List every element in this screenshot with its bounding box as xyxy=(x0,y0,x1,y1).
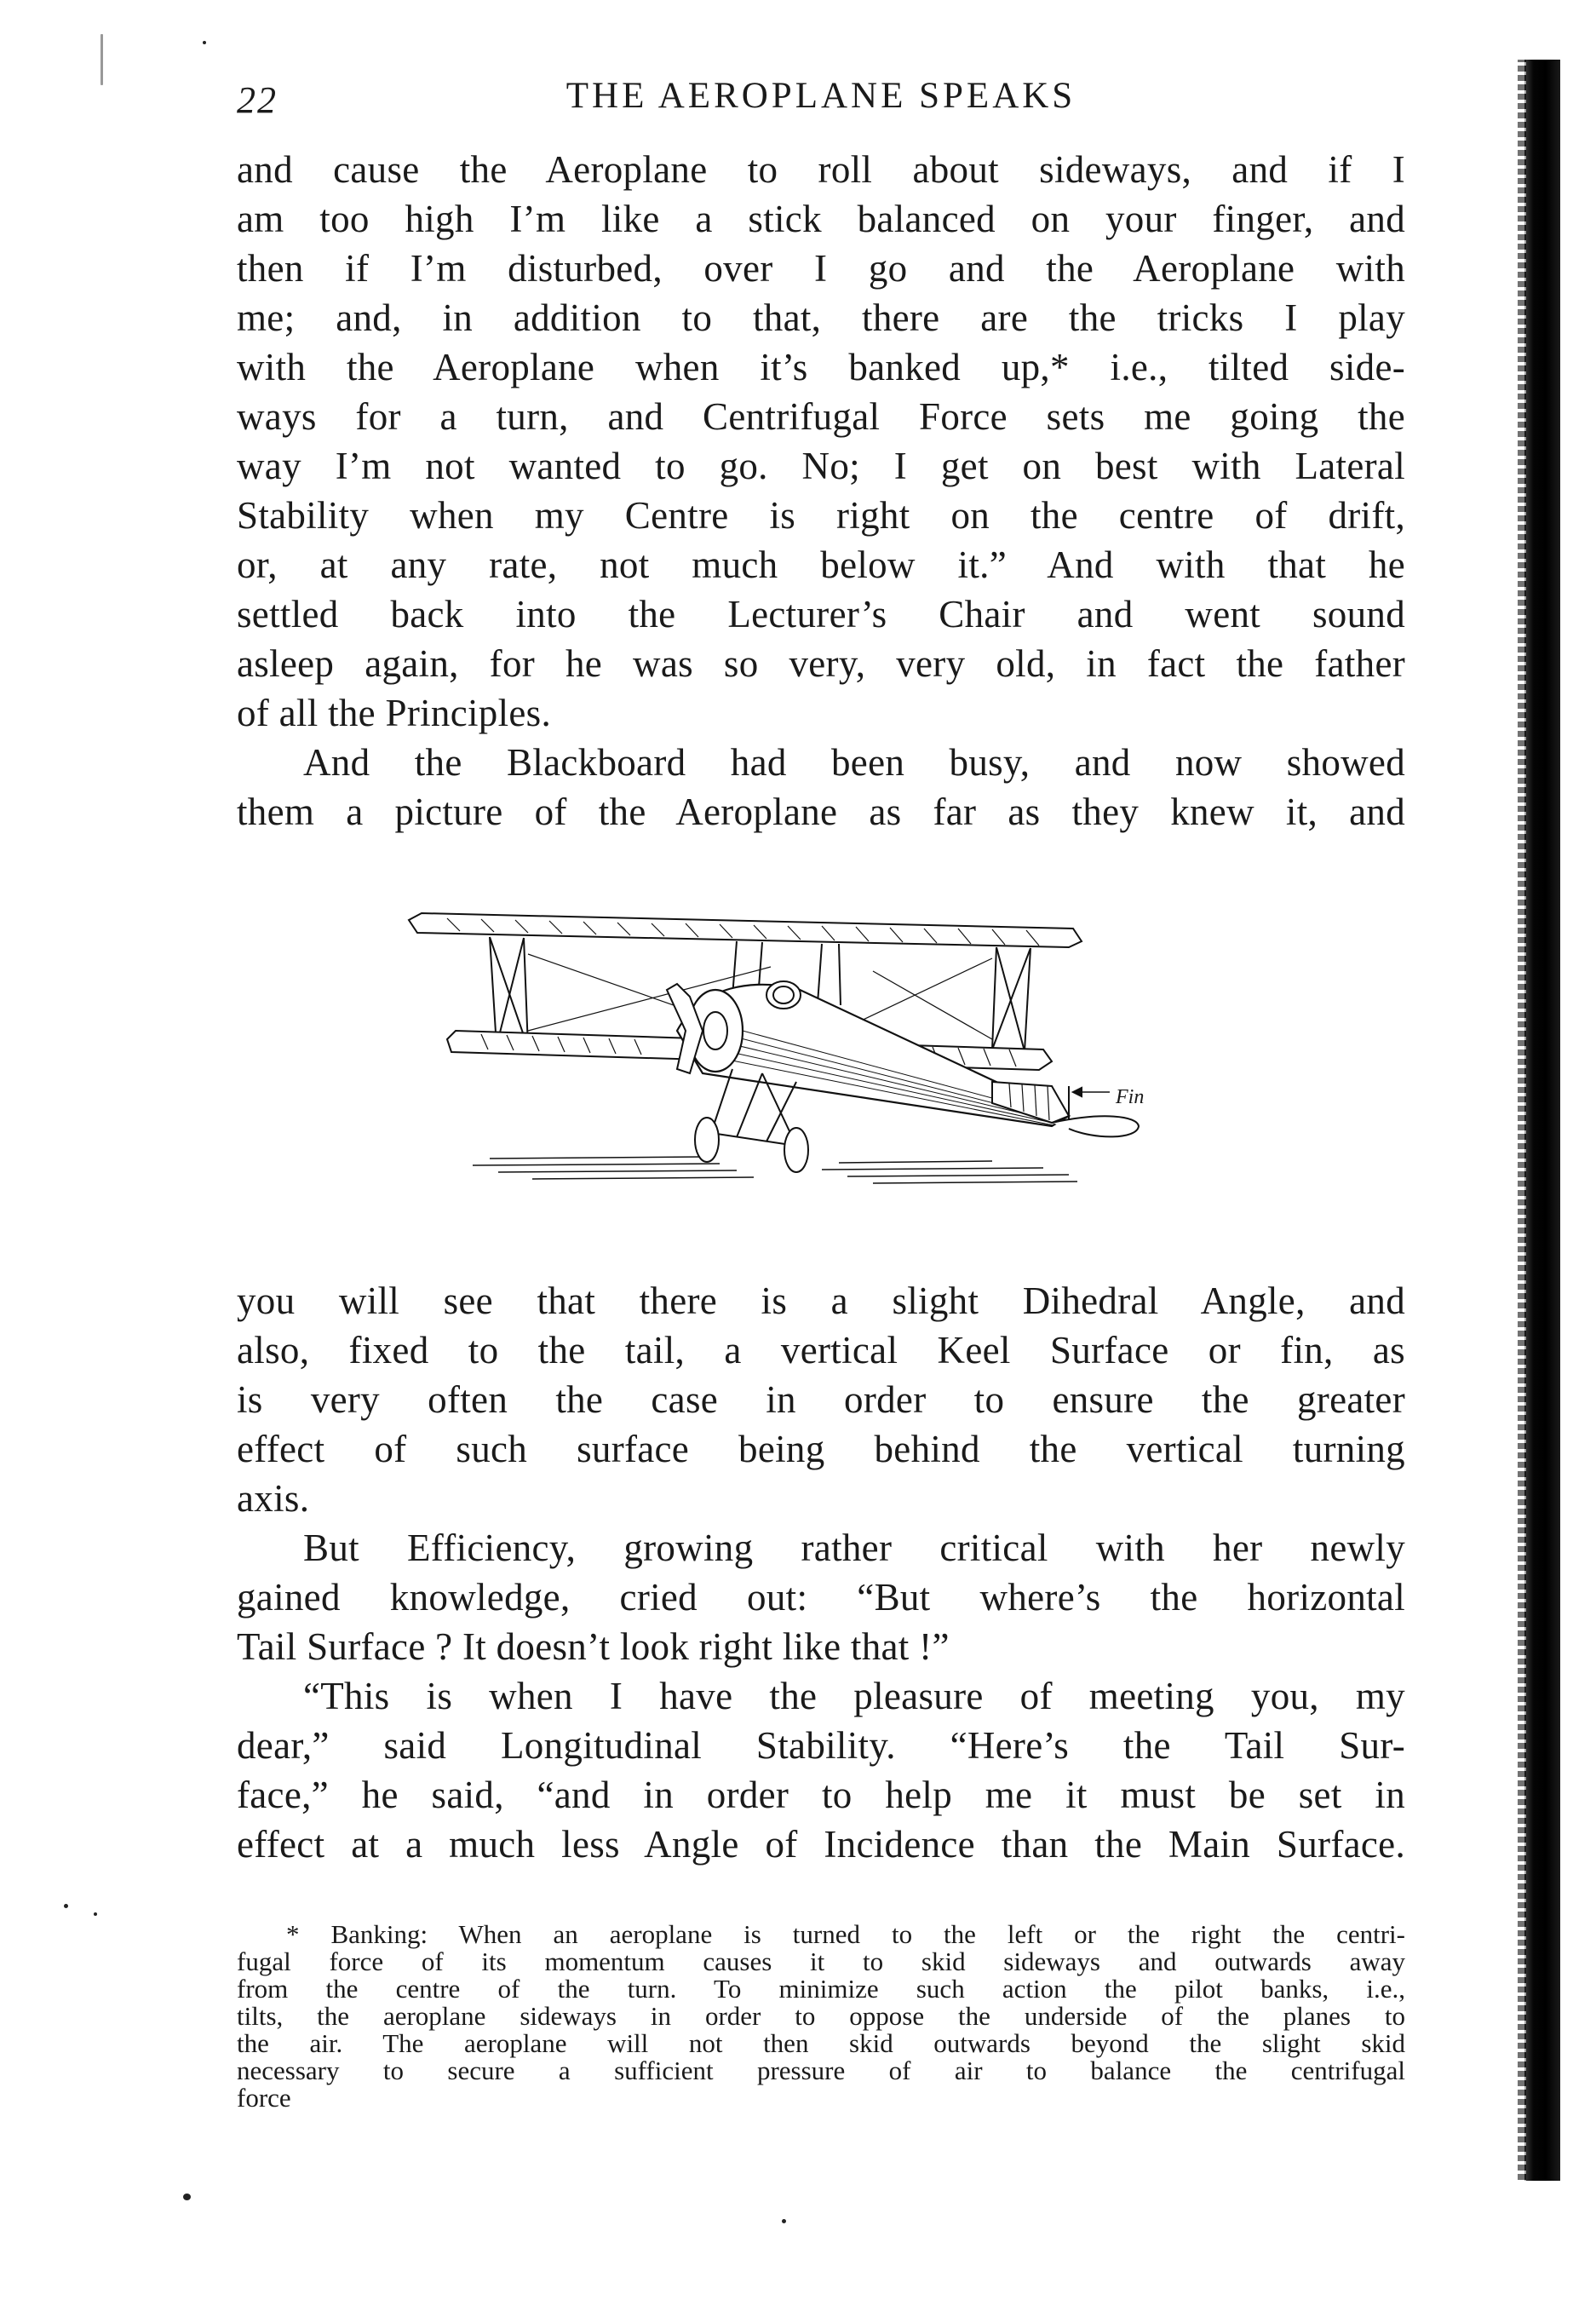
text-line: “This is when I have the pleasure of meeting you, my xyxy=(303,1675,1405,1717)
text-line: then if I’m disturbed, over I go and the Aeroplane with xyxy=(237,247,1405,290)
binding-shadow xyxy=(1518,60,1526,2181)
text-line: Stability when my Centre is right on the centre of drift, xyxy=(237,494,1405,537)
page-header xyxy=(237,70,1405,129)
paragraph-4 xyxy=(237,1523,1405,1671)
text-line: way I’m not wanted to go. No; I get on best with Lateral xyxy=(237,445,1405,487)
footnote-line: the air. The aeroplane will not then skid outwards beyond the slight skid xyxy=(237,2028,1405,2058)
biplane-illustration-icon xyxy=(396,903,1243,1205)
fin-label: Fin xyxy=(1116,1086,1145,1108)
text-line: them a picture of the Aeroplane as far as they knew it, and xyxy=(237,791,1405,833)
scan-speck xyxy=(94,1912,97,1916)
text-line: effect at a much less Angle of Incidence than the Main Surface. xyxy=(237,1823,1405,1866)
page-number: 22 xyxy=(237,79,278,121)
text-line: ways for a turn, and Centrifugal Force sets me going the xyxy=(237,395,1405,438)
footnote xyxy=(237,1921,1405,2112)
text-line: gained knowledge, cried out: “But where’s the horizontal xyxy=(237,1576,1405,1619)
footnote-line: fugal force of its momentum causes it to skid sideways and outwards away xyxy=(237,1946,1405,1976)
text-line: with the Aeroplane when it’s banked up,* i.e., tilted side- xyxy=(237,346,1405,388)
text-line: also, fixed to the tail, a vertical Keel Surface or fin, as xyxy=(237,1329,1405,1371)
page-binding-edge xyxy=(1524,60,1560,2181)
footnote-line: from the centre of the turn. To minimize such action the pilot banks, i.e., xyxy=(237,1974,1405,2004)
footnote-line: necessary to secure a sufficient pressure of air to balance the centrifugal xyxy=(237,2056,1405,2085)
biplane-figure xyxy=(396,903,1243,1205)
footnote-line: * Banking: When an aeroplane is turned to the left or the right the centri- xyxy=(286,1919,1405,1949)
footnote-line: tilts, the aeroplane sideways in order to oppose the underside of the planes to xyxy=(237,2001,1405,2031)
scan-speck xyxy=(64,1904,68,1908)
scan-speck xyxy=(100,34,103,85)
text-line: asleep again, for he was so very, very old, in fact the father xyxy=(237,642,1405,685)
ground-shading-icon xyxy=(473,1157,1077,1183)
scan-speck xyxy=(782,2219,786,2223)
text-line: is very often the case in order to ensure the greater xyxy=(237,1378,1405,1421)
text-line: dear,” said Longitudinal Stability. “Here’s the Tail Sur- xyxy=(237,1724,1405,1767)
paragraph-3 xyxy=(237,1276,1405,1523)
text-line: am too high I’m like a stick balanced on your finger, and xyxy=(237,198,1405,240)
text-line: and cause the Aeroplane to roll about sideways, and if I xyxy=(237,148,1405,191)
text-line: But Efficiency, growing rather critical with her newly xyxy=(303,1527,1405,1569)
paragraph-5 xyxy=(237,1671,1405,1869)
text-line: Tail Surface ? It doesn’t look right like that !” xyxy=(237,1625,950,1668)
text-line: axis. xyxy=(237,1477,310,1520)
paragraph-2 xyxy=(237,738,1405,837)
scan-speck xyxy=(203,41,206,44)
text-line: you will see that there is a slight Dihedral Angle, and xyxy=(237,1279,1405,1322)
footnote-line: force xyxy=(237,2083,291,2113)
running-title: THE AEROPLANE SPEAKS xyxy=(565,76,1076,116)
text-line: effect of such surface being behind the vertical turning xyxy=(237,1428,1405,1470)
text-line: or, at any rate, not much below it.” And with that he xyxy=(237,543,1405,586)
paragraph-1 xyxy=(237,145,1405,738)
text-line: And the Blackboard had been busy, and now showed xyxy=(303,741,1405,784)
text-line: settled back into the Lecturer’s Chair and went sound xyxy=(237,593,1405,635)
text-line: me; and, in addition to that, there are the tricks I play xyxy=(237,296,1405,339)
text-line: face,” he said, “and in order to help me it must be set in xyxy=(237,1774,1405,1816)
scan-speck xyxy=(183,2194,191,2200)
text-line: of all the Principles. xyxy=(237,692,552,734)
